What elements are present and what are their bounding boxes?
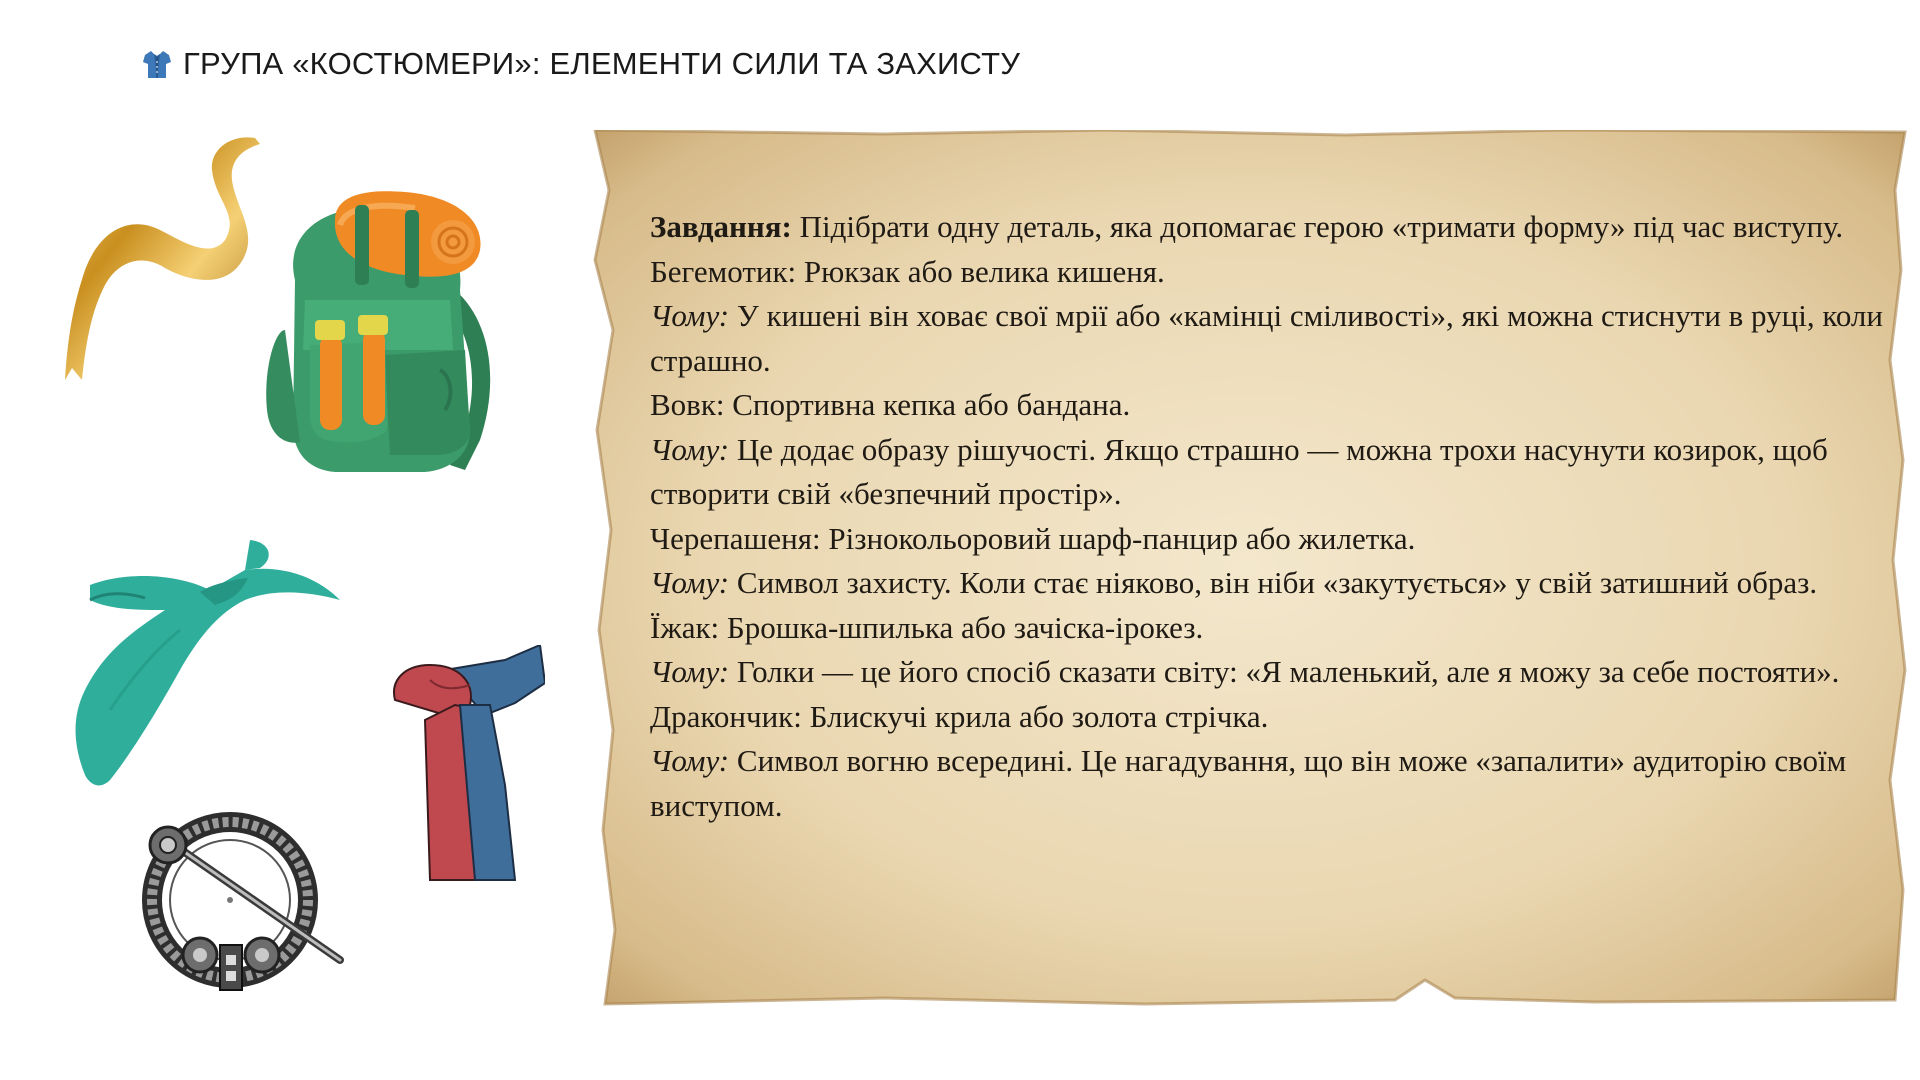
why-label: Чому: xyxy=(650,565,730,600)
why-label: Чому: xyxy=(650,298,730,333)
character-item: Бегемотик: Рюкзак або велика кишеня. xyxy=(650,253,1165,289)
task-paragraph xyxy=(650,205,1895,250)
why-text: Це додає образу рішучості. Якщо страшно — можна трохи насунути козирок, щоб створити свій «безпечний простір». xyxy=(650,431,1828,511)
why-text: Символ захисту. Коли стає ніяково, він ніби «закутується» у свій затишний образ. xyxy=(729,565,1818,600)
character-why xyxy=(650,561,1895,606)
character-why xyxy=(650,294,1895,383)
character-why xyxy=(650,650,1895,695)
shirt-icon xyxy=(141,48,173,80)
character-item: Дракончик: Блискучі крила або золота стрічка. xyxy=(650,698,1269,734)
slide-title: ГРУПА «КОСТЮМЕРИ»: ЕЛЕМЕНТИ СИЛИ ТА ЗАХИСТУ xyxy=(183,46,1021,81)
why-text: Голки — це його спосіб сказати світу: «Я маленький, але я можу за себе постояти». xyxy=(729,654,1840,689)
parchment-text xyxy=(650,205,1895,828)
why-label: Чому: xyxy=(650,431,730,467)
task-text: Підібрати одну деталь, яка допомагає герою «тримати форму» під час виступу. xyxy=(791,209,1844,244)
why-label: Чому: xyxy=(650,654,730,689)
gold-ribbon-icon xyxy=(60,130,260,390)
backpack-icon xyxy=(255,180,530,480)
brooch-icon xyxy=(140,805,345,1000)
character-item: Вовк: Спортивна кепка або бандана. xyxy=(650,387,1131,422)
character-item: Черепашеня: Різнокольоровий шарф-панцир або жилетка. xyxy=(650,520,1416,556)
parchment-panel xyxy=(585,130,1910,1006)
character-item: Їжак: Брошка-шпилька або зачіска-ірокез. xyxy=(650,609,1204,645)
character-why xyxy=(650,428,1895,517)
why-label: Чому: xyxy=(650,743,730,778)
task-label: Завдання: xyxy=(650,209,792,244)
teal-scarf-icon xyxy=(70,530,345,790)
neck-scarf-icon xyxy=(385,645,545,885)
slide-header xyxy=(141,42,1020,86)
character-why xyxy=(650,739,1895,828)
why-text: Символ вогню всередині. Це нагадування, що він може «запалити» аудиторію своїм виступом. xyxy=(650,743,1847,823)
why-text: У кишені він ховає свої мрії або «камінці сміливості», які можна стиснути в руці, коли страшно. xyxy=(650,298,1883,378)
